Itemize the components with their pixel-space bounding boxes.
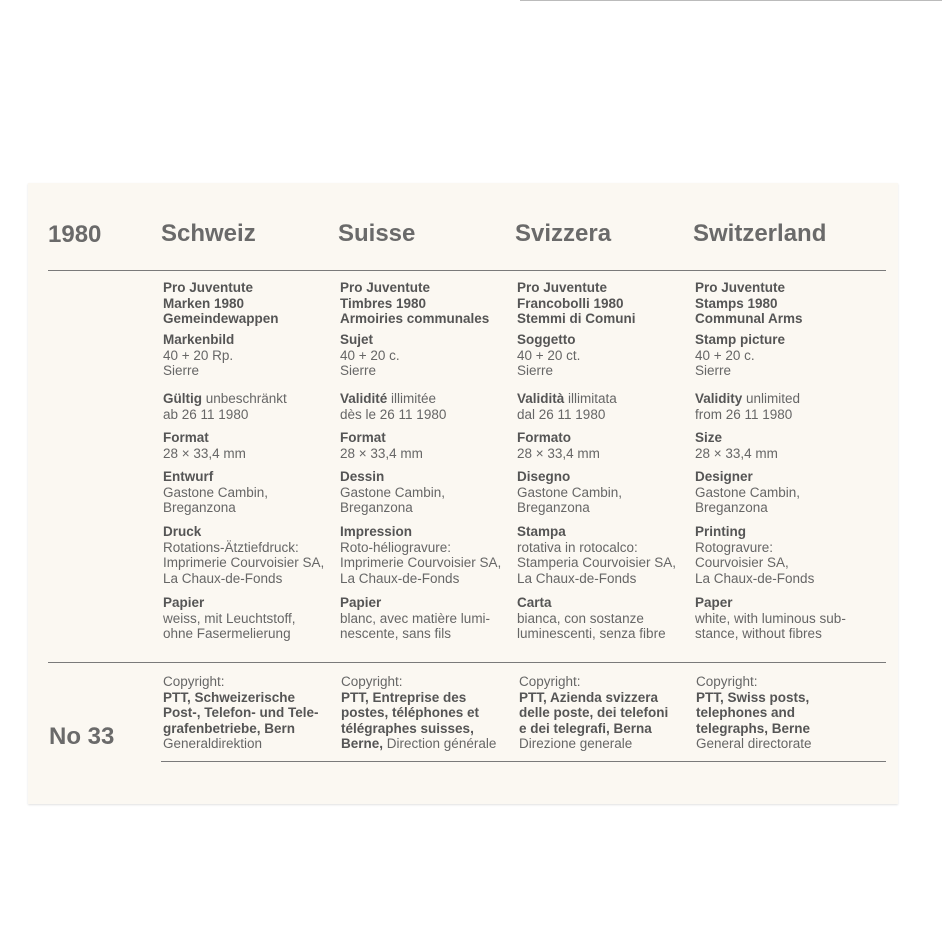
bold-text: Pro Juventute	[695, 280, 786, 295]
plain-text: dal 26 11 1980	[517, 406, 606, 422]
heading-italian: Svizzera	[515, 220, 612, 247]
text-line	[695, 626, 846, 642]
bold-text: Carta	[517, 595, 552, 610]
plain-text: General directorate	[696, 736, 812, 752]
bold-text: Entwurf	[163, 469, 214, 484]
text-line	[695, 611, 846, 627]
plain-text: Roto-héliogravure:	[340, 539, 452, 555]
info-section	[517, 280, 636, 327]
plain-text: Copyright:	[341, 674, 403, 689]
text-line	[519, 736, 699, 752]
text-line	[695, 500, 800, 516]
text-line	[340, 555, 501, 571]
bold-text: Stampa	[517, 524, 566, 539]
text-line	[517, 626, 666, 642]
copyright-italian	[519, 674, 699, 752]
plain-text: nescente, sans fils	[340, 626, 452, 642]
text-line	[695, 407, 800, 423]
text-line	[340, 446, 423, 462]
text-line	[341, 674, 521, 690]
plain-text: 28 × 33,4 mm	[340, 445, 423, 461]
text-line	[163, 296, 279, 312]
plain-text: ohne Fasermelierung	[163, 626, 291, 642]
plain-text: Direzione generale	[519, 736, 633, 752]
bold-text: Communal Arms	[695, 311, 803, 327]
info-section	[695, 391, 800, 422]
text-line	[517, 485, 622, 501]
heading-french: Suisse	[338, 220, 416, 247]
bold-text: Validità	[517, 391, 565, 406]
text-line	[163, 500, 268, 516]
text-line	[695, 540, 814, 556]
text-line	[163, 363, 234, 379]
text-line	[163, 690, 343, 706]
text-line	[695, 595, 846, 611]
copyright-french	[341, 674, 521, 752]
info-section	[517, 469, 622, 516]
bold-text: Impression	[340, 524, 413, 539]
copyright-german	[163, 674, 343, 752]
bold-text: Paper	[695, 595, 733, 610]
text-line	[695, 430, 778, 446]
bold-text: Papier	[340, 595, 382, 610]
text-line	[519, 705, 699, 721]
text-line	[340, 332, 400, 348]
text-line	[341, 705, 521, 721]
text-line	[340, 430, 423, 446]
text-line	[163, 469, 268, 485]
bold-text: Stamps 1980	[695, 295, 778, 311]
text-line	[695, 469, 800, 485]
heading-english: Switzerland	[693, 220, 827, 247]
bold-text: telephones and	[696, 705, 796, 721]
text-line	[517, 430, 600, 446]
text-line	[517, 500, 622, 516]
plain-text: Gastone Cambin,	[163, 484, 269, 500]
info-section	[163, 595, 296, 642]
text-line	[163, 311, 279, 327]
text-line	[163, 721, 343, 737]
plain-text: 40 + 20 c.	[695, 347, 755, 363]
plain-text: rotativa in rotocalco:	[517, 539, 638, 555]
text-line	[695, 555, 814, 571]
bold-text: PTT, Swiss posts,	[696, 689, 810, 705]
info-section	[695, 280, 803, 327]
year-label: 1980	[48, 221, 102, 248]
bold-text: Berne,	[341, 736, 384, 752]
info-section	[517, 332, 580, 379]
plain-text: Rotogravure:	[695, 539, 774, 555]
text-line	[695, 446, 778, 462]
info-section	[340, 469, 445, 516]
plain-text: La Chaux-de-Fonds	[695, 570, 815, 586]
text-line	[695, 524, 814, 540]
text-line	[517, 363, 580, 379]
text-line	[696, 736, 876, 752]
plain-text: Copyright:	[519, 674, 581, 689]
plain-text: Rotations-Ätztiefdruck:	[163, 539, 299, 555]
text-line	[163, 407, 287, 423]
text-line	[163, 332, 234, 348]
text-line	[163, 540, 324, 556]
plain-text: ab 26 11 1980	[163, 406, 249, 422]
text-line	[341, 690, 521, 706]
plain-text: Imprimerie Courvoisier SA,	[163, 555, 325, 571]
text-line	[517, 524, 676, 540]
plain-text: Stamperia Courvoisier SA,	[517, 555, 677, 571]
plain-text: Generaldirektion	[163, 736, 263, 752]
plain-text: dès le 26 11 1980	[340, 406, 447, 422]
text-line	[341, 721, 521, 737]
text-line	[163, 611, 296, 627]
text-line	[517, 407, 617, 423]
text-line	[340, 595, 490, 611]
bold-text: Validité	[340, 391, 388, 406]
text-line	[340, 363, 400, 379]
bold-text: Francobolli 1980	[517, 295, 624, 311]
info-section	[517, 524, 676, 586]
bold-text: Stamp picture	[695, 332, 786, 347]
plain-text: La Chaux-de-Fonds	[163, 570, 283, 586]
text-line	[163, 674, 343, 690]
bold-text: Druck	[163, 524, 202, 539]
text-line	[696, 690, 876, 706]
text-line	[340, 469, 445, 485]
text-line	[517, 595, 666, 611]
plain-text: Gastone Cambin,	[340, 484, 446, 500]
text-line	[340, 485, 445, 501]
plain-text: 28 × 33,4 mm	[163, 445, 246, 461]
bold-text: Marken 1980	[163, 295, 245, 311]
bold-text: e dei telegrafi, Berna	[519, 720, 652, 736]
bold-text: postes, téléphones et	[341, 705, 480, 721]
plain-text: luminescenti, senza fibre	[517, 626, 666, 642]
text-line	[519, 690, 699, 706]
bold-text: Gemeindewappen	[163, 311, 279, 327]
bold-text: Pro Juventute	[163, 280, 254, 295]
plain-text: blanc, avec matière lumi-	[340, 610, 491, 626]
bold-text: Post-, Telefon- und Tele-	[163, 705, 319, 721]
bold-text: Printing	[695, 524, 746, 539]
plain-text: illimitata	[564, 391, 617, 406]
plain-text: weiss, mit Leuchtstoff,	[163, 610, 296, 626]
bold-text: télégraphes suisses,	[341, 720, 474, 736]
plain-text: unlimited	[742, 391, 801, 406]
plain-text: Imprimerie Courvoisier SA,	[340, 555, 502, 571]
text-line	[163, 524, 324, 540]
plain-text: La Chaux-de-Fonds	[340, 570, 460, 586]
bold-text: Size	[695, 430, 723, 445]
bold-text: delle poste, dei telefoni	[519, 705, 669, 721]
plain-text: stance, without fibres	[695, 626, 822, 642]
text-line	[163, 705, 343, 721]
plain-text: Gastone Cambin,	[517, 484, 623, 500]
card-number: No 33	[49, 723, 115, 750]
text-line	[696, 705, 876, 721]
plain-text: unbeschränkt	[202, 391, 287, 406]
info-section	[340, 595, 490, 642]
scan-edge	[520, 0, 942, 1]
bold-text: Armoiries communales	[340, 311, 490, 327]
text-line	[340, 626, 490, 642]
text-line	[340, 540, 501, 556]
text-line	[340, 524, 501, 540]
plain-text: Direction générale	[383, 736, 497, 752]
bold-text: Validity	[695, 391, 743, 406]
bold-text: Disegno	[517, 469, 571, 484]
plain-text: Sierre	[695, 363, 732, 379]
text-line	[695, 296, 803, 312]
plain-text: 28 × 33,4 mm	[517, 445, 600, 461]
plain-text: Gastone Cambin,	[695, 484, 801, 500]
text-line	[341, 736, 521, 752]
plain-text: Sierre	[163, 363, 200, 379]
info-section	[163, 524, 324, 586]
plain-text: Sierre	[517, 363, 554, 379]
plain-text: Breganzona	[340, 500, 413, 516]
plain-text: illimitée	[387, 391, 437, 406]
text-line	[163, 391, 287, 407]
bold-text: Pro Juventute	[517, 280, 608, 295]
text-line	[517, 296, 636, 312]
text-line	[517, 391, 617, 407]
text-line	[695, 571, 814, 587]
text-line	[695, 363, 785, 379]
bold-text: Sujet	[340, 332, 374, 347]
text-line	[517, 446, 600, 462]
text-line	[163, 280, 279, 296]
text-line	[340, 391, 446, 407]
plain-text: Breganzona	[517, 500, 590, 516]
info-section	[517, 391, 617, 422]
bold-text: Format	[163, 430, 209, 445]
text-line	[340, 348, 400, 364]
text-line	[695, 348, 785, 364]
text-line	[517, 469, 622, 485]
info-section	[340, 430, 423, 461]
text-line	[517, 611, 666, 627]
info-section	[340, 391, 446, 422]
info-section	[163, 430, 246, 461]
text-line	[340, 280, 489, 296]
plain-text: Breganzona	[695, 500, 768, 516]
plain-text: Copyright:	[696, 674, 758, 689]
info-section	[517, 430, 600, 461]
text-line	[163, 571, 324, 587]
text-line	[695, 332, 785, 348]
text-line	[517, 348, 580, 364]
stamp-info-card	[28, 183, 898, 804]
copyright-english	[696, 674, 876, 752]
info-section	[340, 524, 501, 586]
bold-text: grafenbetriebe, Bern	[163, 720, 296, 736]
plain-text: white, with luminous sub-	[695, 610, 846, 626]
text-line	[340, 296, 489, 312]
info-section	[163, 469, 268, 516]
text-line	[695, 311, 803, 327]
bold-text: Soggetto	[517, 332, 576, 347]
text-line	[517, 280, 636, 296]
bold-text: Timbres 1980	[340, 295, 427, 311]
info-section	[163, 332, 234, 379]
plain-text: 40 + 20 c.	[340, 347, 400, 363]
text-line	[695, 280, 803, 296]
top-divider	[48, 270, 886, 271]
bold-text: Gültig	[163, 391, 202, 406]
info-section	[695, 332, 785, 379]
bold-text: PTT, Entreprise des	[341, 689, 467, 705]
bold-text: Designer	[695, 469, 753, 484]
info-section	[695, 524, 814, 586]
bold-text: Markenbild	[163, 332, 235, 347]
text-line	[163, 446, 246, 462]
info-section	[163, 280, 279, 327]
info-section	[695, 595, 846, 642]
bold-text: Pro Juventute	[340, 280, 431, 295]
bottom-divider	[161, 761, 886, 762]
text-line	[519, 721, 699, 737]
text-line	[696, 721, 876, 737]
info-section	[340, 280, 489, 327]
text-line	[163, 626, 296, 642]
plain-text: Copyright:	[163, 674, 225, 689]
text-line	[517, 311, 636, 327]
text-line	[340, 311, 489, 327]
plain-text: 40 + 20 ct.	[517, 347, 581, 363]
plain-text: bianca, con sostanze	[517, 610, 644, 626]
info-section	[163, 391, 287, 422]
text-line	[519, 674, 699, 690]
info-section	[340, 332, 400, 379]
text-line	[340, 500, 445, 516]
text-line	[340, 571, 501, 587]
text-line	[163, 736, 343, 752]
text-line	[517, 332, 580, 348]
bold-text: Papier	[163, 595, 205, 610]
text-line	[517, 540, 676, 556]
text-line	[695, 485, 800, 501]
text-line	[695, 391, 800, 407]
plain-text: Breganzona	[163, 500, 236, 516]
text-line	[340, 407, 446, 423]
text-line	[340, 611, 490, 627]
text-line	[163, 430, 246, 446]
bold-text: telegraphs, Berne	[696, 720, 811, 736]
text-line	[517, 555, 676, 571]
info-section	[695, 469, 800, 516]
bold-text: PTT, Azienda svizzera	[519, 689, 659, 705]
info-section	[695, 430, 778, 461]
plain-text: Sierre	[340, 363, 377, 379]
heading-german: Schweiz	[161, 220, 256, 247]
text-line	[517, 571, 676, 587]
middle-divider	[48, 662, 886, 663]
text-line	[163, 595, 296, 611]
plain-text: 28 × 33,4 mm	[695, 445, 778, 461]
text-line	[163, 485, 268, 501]
bold-text: Stemmi di Comuni	[517, 311, 636, 327]
text-line	[163, 555, 324, 571]
bold-text: Formato	[517, 430, 571, 445]
plain-text: Courvoisier SA,	[695, 555, 789, 571]
bold-text: Dessin	[340, 469, 385, 484]
plain-text: from 26 11 1980	[695, 406, 793, 422]
text-line	[163, 348, 234, 364]
text-line	[696, 674, 876, 690]
info-section	[517, 595, 666, 642]
bold-text: PTT, Schweizerische	[163, 689, 296, 705]
plain-text: La Chaux-de-Fonds	[517, 570, 637, 586]
plain-text: 40 + 20 Rp.	[163, 347, 234, 363]
bold-text: Format	[340, 430, 386, 445]
